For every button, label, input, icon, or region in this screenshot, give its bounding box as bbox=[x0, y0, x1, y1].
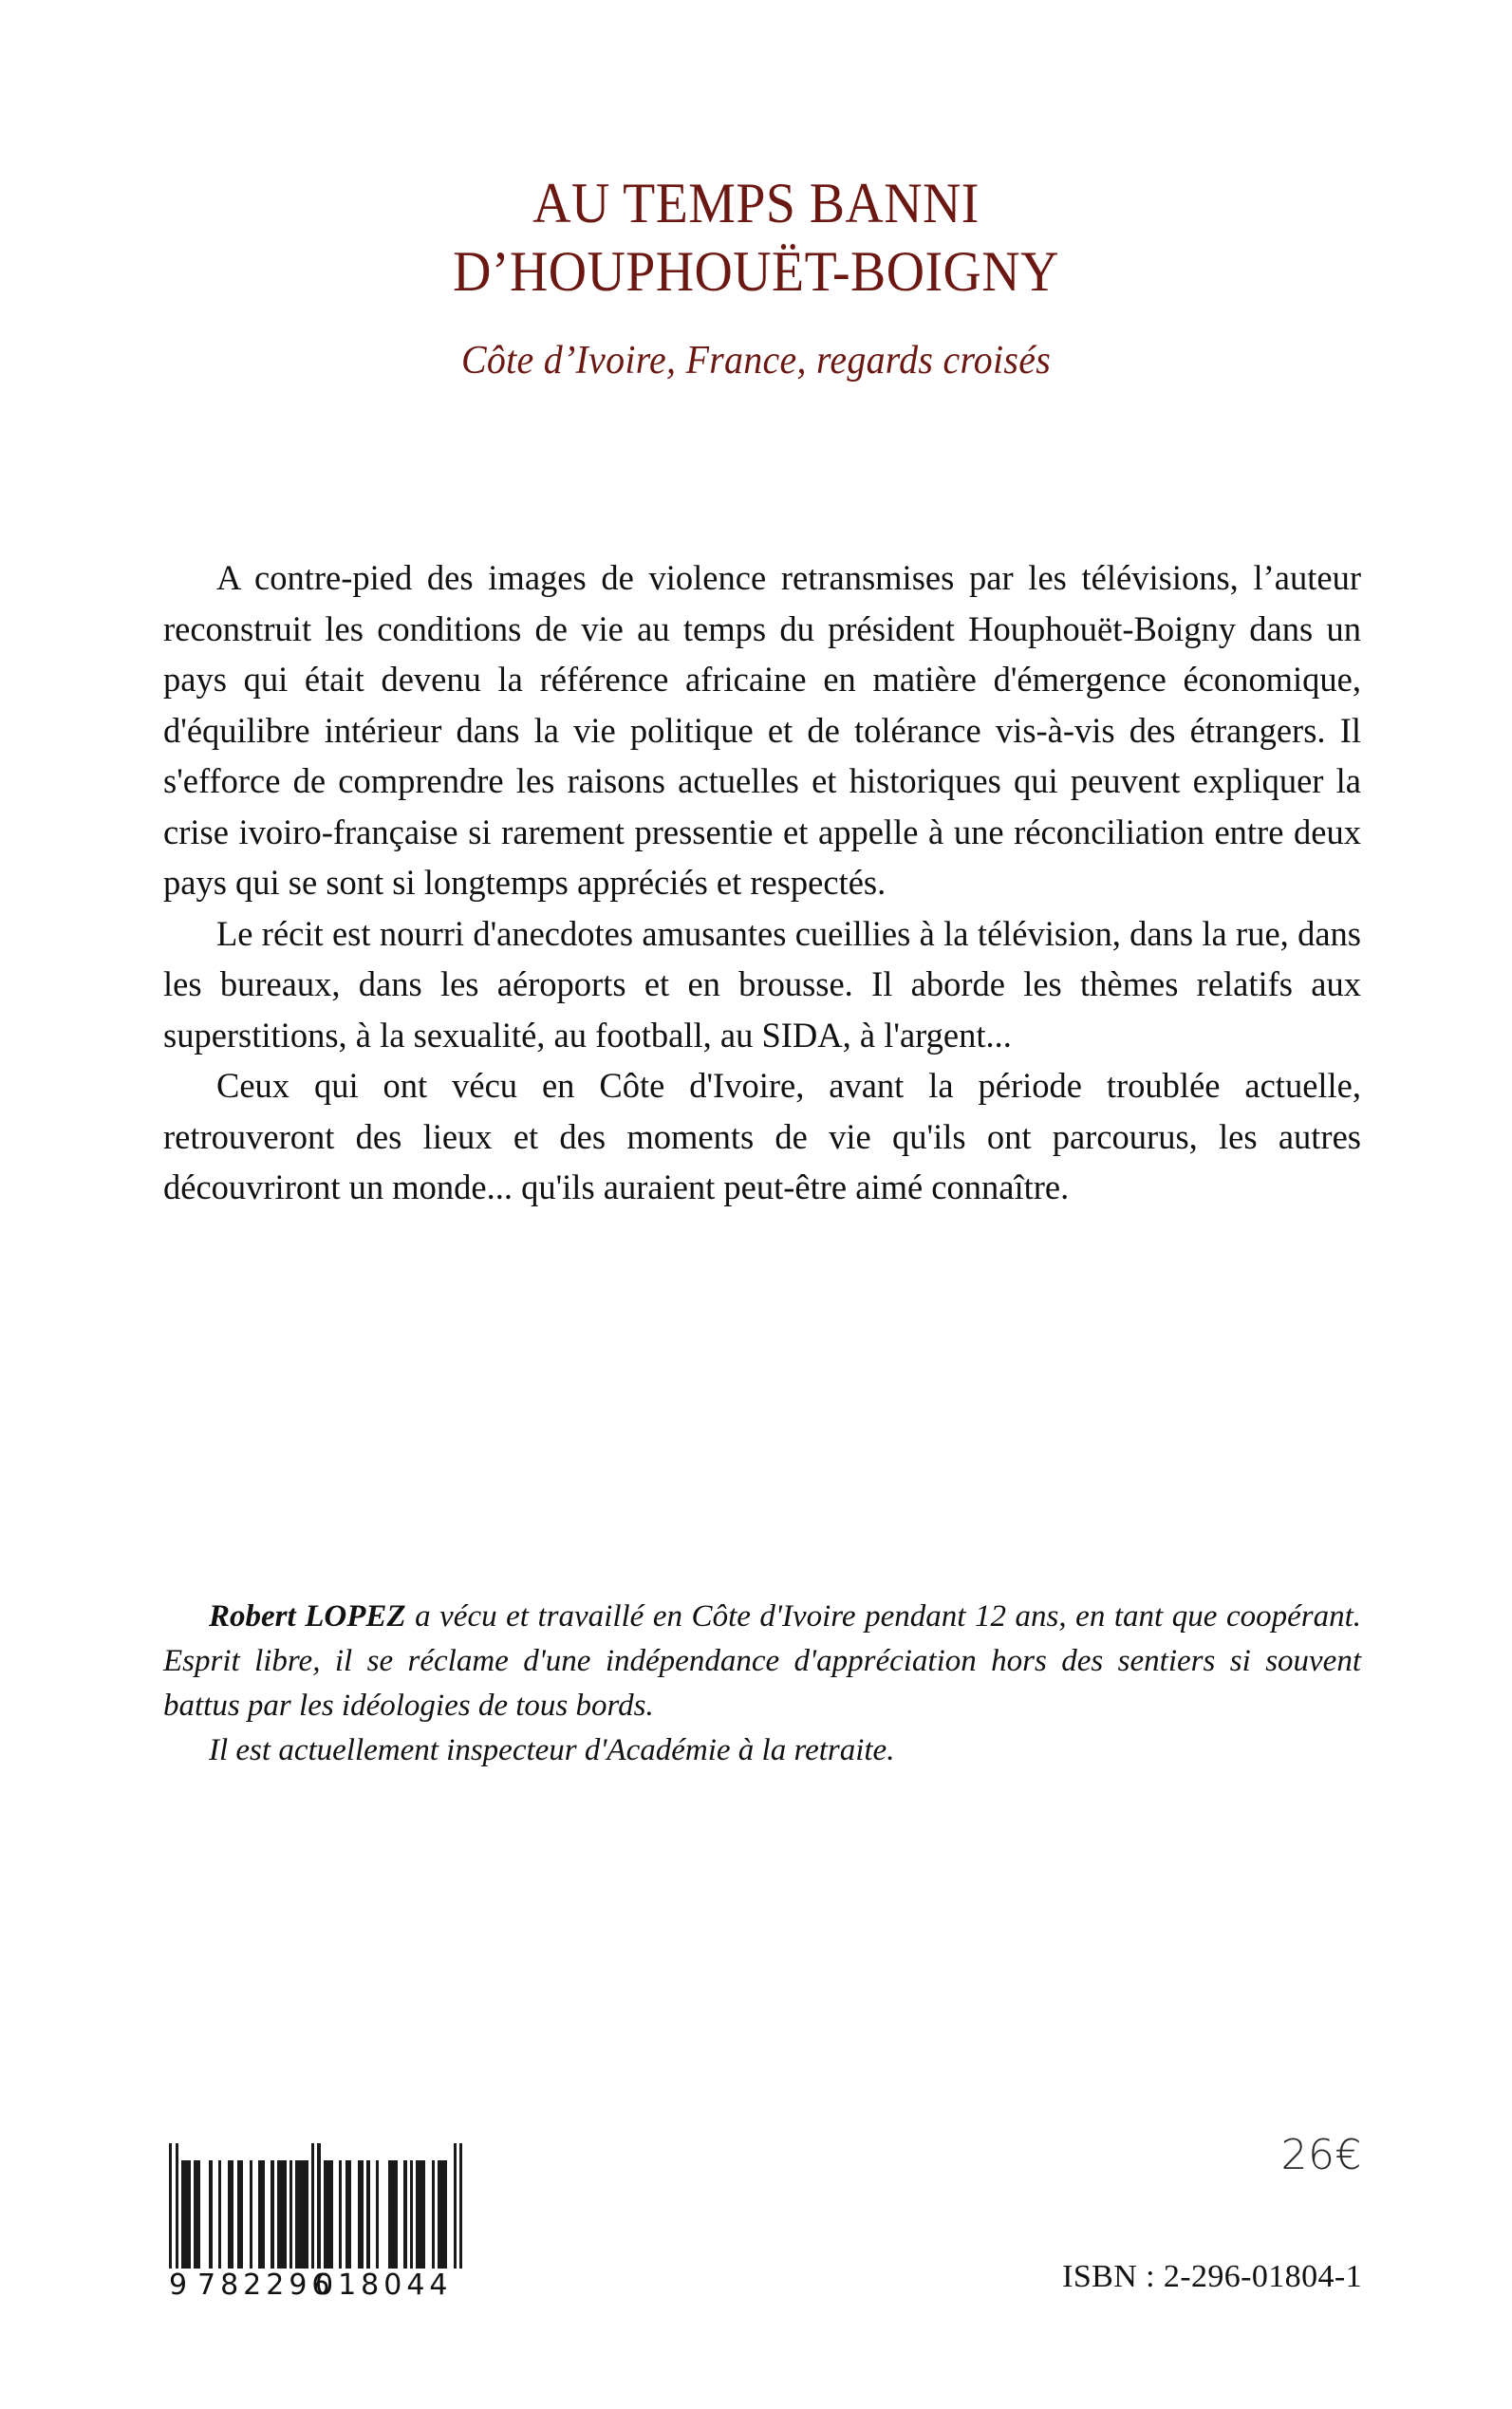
isbn-label: ISBN : 2-296-01804-1 bbox=[1062, 2259, 1362, 2294]
title-block bbox=[0, 169, 1512, 384]
blurb-paragraph: A contre-pied des images de violence retransmises par les télévisions, l’auteur reconstruit les conditions de vie au temps du président Houphouët-Boigny dans un pays qui était devenu la référence africaine en matière d'émergence économique, d'équilibre intérieur dans la vie politique et de tolérance vis-à-vis des étrangers. Il s'efforce de comprendre les raisons actuelles et historiques qui peuvent expliquer la crise ivoiro-française si rarement pressentie et appelle à une réconciliation entre deux pays qui se sont si longtemps appréciés et respectés. bbox=[163, 558, 1361, 902]
blurb-paragraph: Le récit est nourri d'anecdotes amusantes cueillies à la télévision, dans la rue, dans les bureaux, dans les aéroports et en brousse. Il aborde les thèmes relatifs aux superstitions, à la sexualité, au football, au SIDA, à l'argent... bbox=[163, 913, 1361, 1055]
barcode-bar bbox=[459, 2143, 462, 2269]
blurb-text bbox=[163, 552, 1361, 1213]
book-subtitle: Côte d’Ivoire, France, regards croisés bbox=[460, 339, 1052, 383]
barcode-bar bbox=[388, 2160, 398, 2269]
barcode-lead-digit: 9 bbox=[169, 2269, 191, 2302]
barcode-bar bbox=[295, 2160, 308, 2269]
barcode-bar bbox=[181, 2160, 191, 2269]
book-title-line-2: D’HOUPHOUËT-BOIGNY bbox=[453, 240, 1059, 303]
author-name: Robert LOPEZ bbox=[209, 1599, 406, 1634]
barcode-bar bbox=[438, 2160, 447, 2269]
barcode-right-group: 018044 bbox=[315, 2269, 453, 2302]
price-label: 26€ bbox=[1280, 2131, 1362, 2179]
barcode bbox=[169, 2143, 463, 2302]
author-bio-text: a vécu et travaillé en Côte d'Ivoire pendant 12 ans, en tant que coopérant. Esprit libre, il se réclame d'une indépendance d'appréciation hors des sentiers si souvent battus par les idéologies de tous bords. bbox=[163, 1599, 1362, 1723]
author-bio-paragraph bbox=[163, 1595, 1361, 1728]
barcode-bar bbox=[416, 2160, 425, 2269]
barcode-bars bbox=[169, 2143, 463, 2269]
barcode-space bbox=[200, 2143, 210, 2269]
barcode-digits bbox=[169, 2269, 463, 2302]
barcode-space bbox=[379, 2143, 388, 2269]
blurb-paragraph: Ceux qui ont vécu en Côte d'Ivoire, avant la période troublée actuelle, retrouveront des lieux et des moments de vie qu'ils ont parcourus, les autres découvriront un monde... qu'ils auraient peut-être aimé connaître. bbox=[163, 1066, 1361, 1206]
author-bio-paragraph: Il est actuellement inspecteur d'Académie à la retraite. bbox=[209, 1733, 895, 1767]
book-title-line-1: AU TEMPS BANNI bbox=[532, 172, 980, 234]
barcode-bar bbox=[277, 2160, 287, 2269]
barcode-bar bbox=[324, 2160, 333, 2269]
author-bio bbox=[163, 1595, 1361, 1773]
barcode-left-group: 782296 bbox=[197, 2269, 335, 2302]
